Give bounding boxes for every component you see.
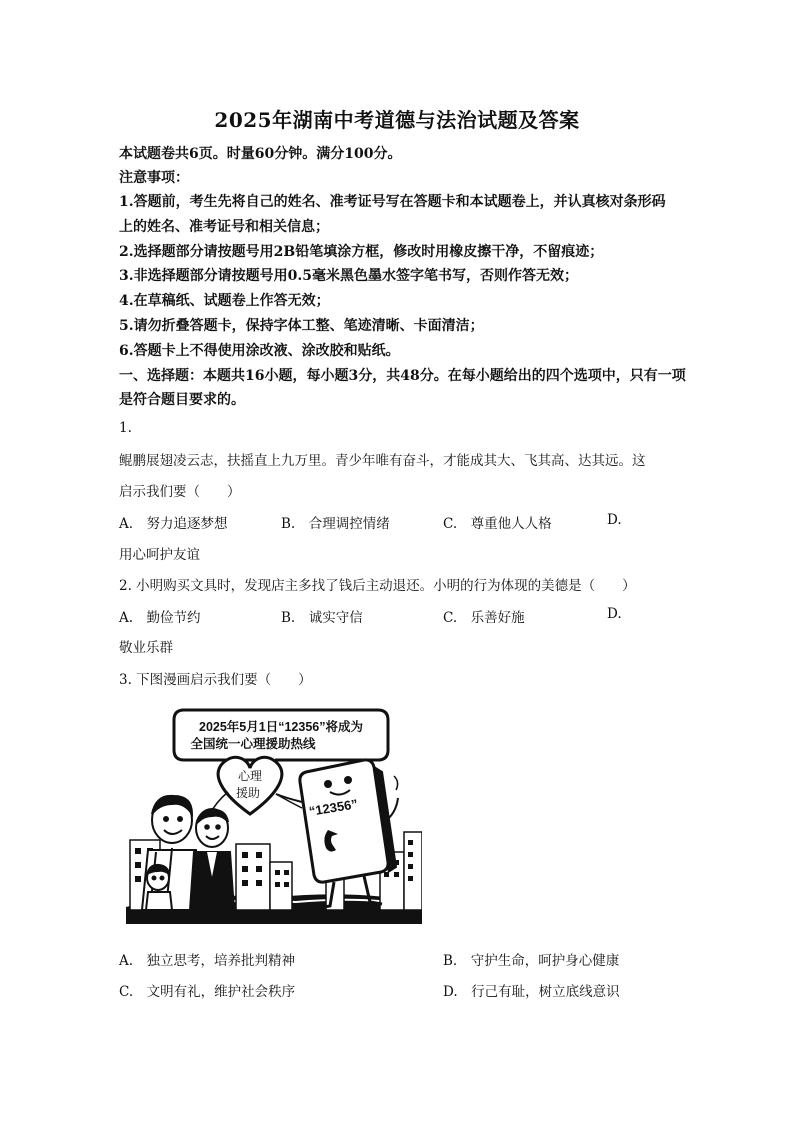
q1-option-b: B. 合理调控情绪 [281,516,390,532]
notice-item-3: 3.非选择题部分请按题号用0.5毫米黑色墨水签字笔书写，否则作答无效； [119,268,578,284]
section-heading: 一、选择题：本题共16小题，每小题3分，共48分。在每小题给出的四个选项中，只有一项 [119,368,686,384]
q3-option-b: B. 守护生命，呵护身心健康 [443,953,620,969]
q1-stem-cont: 启示我们要（ ） [119,484,241,500]
page-title: 2025年湖南中考道德与法治试题及答案 [214,108,580,132]
q3-option-a: A. 独立思考，培养批判精神 [119,953,296,969]
q1-option-a: A. 努力追逐梦想 [119,516,228,532]
q2-option-d: D. [607,606,622,622]
q3-stem: 3. 下图漫画启示我们要（ ） [119,672,312,688]
notice-item-1: 1.答题前，考生先将自己的姓名、准考证号写在答题卡和本试题卷上，并认真核对条形码 [119,194,666,210]
heart-icon [218,757,282,814]
heart-text-1: 心理 [237,769,263,783]
bubble-text-2: 全国统一心理援助热线 [190,737,316,751]
q1-option-d-text: 用心呵护友谊 [119,547,200,563]
family-figures [142,796,234,910]
notice-item-2: 2.选择题部分请按题号用2B铅笔填涂方框，修改时用橡皮擦干净，不留痕迹； [119,244,604,260]
notice-heading: 注意事项： [119,170,189,186]
exam-info: 本试题卷共6页。时量60分钟。满分100分。 [119,146,402,162]
q2-stem: 2. 小明购买文具时，发现店主多找了钱后主动退还。小明的行为体现的美德是（ ） [119,578,636,594]
bubble-text-1: 2025年5月1日“12356”将成为 [199,720,363,734]
q2-option-b: B. 诚实守信 [281,610,363,626]
q2-option-d-text: 敬业乐群 [119,640,173,656]
q2-option-a: A. 勤俭节约 [119,610,201,626]
q2-option-c: C. 乐善好施 [443,610,525,626]
q1-option-c: C. 尊重他人人格 [443,516,552,532]
notice-item-1-cont: 上的姓名、准考证号和相关信息； [119,219,329,235]
q1-number: 1. [119,420,132,436]
phone-number-label: “12356” [307,796,359,819]
section-heading-cont: 是符合题目要求的。 [119,392,245,408]
cartoon-image [126,702,422,924]
q3-option-c: C. 文明有礼，维护社会秩序 [119,984,296,1000]
q3-option-d: D. 行己有耻，树立底线意识 [443,984,620,1000]
notice-item-6: 6.答题卡上不得使用涂改液、涂改胶和贴纸。 [119,343,400,359]
notice-item-5: 5.请勿折叠答题卡，保持字体工整、笔迹清晰、卡面清洁； [119,318,484,334]
q1-stem: 鲲鹏展翅凌云志，扶摇直上九万里。青少年唯有奋斗，才能成其大、飞其高、达其远。这 [119,453,646,469]
q1-option-d: D. [607,512,622,528]
notice-item-4: 4.在草稿纸、试题卷上作答无效； [119,293,330,309]
heart-text-2: 援助 [235,786,261,800]
